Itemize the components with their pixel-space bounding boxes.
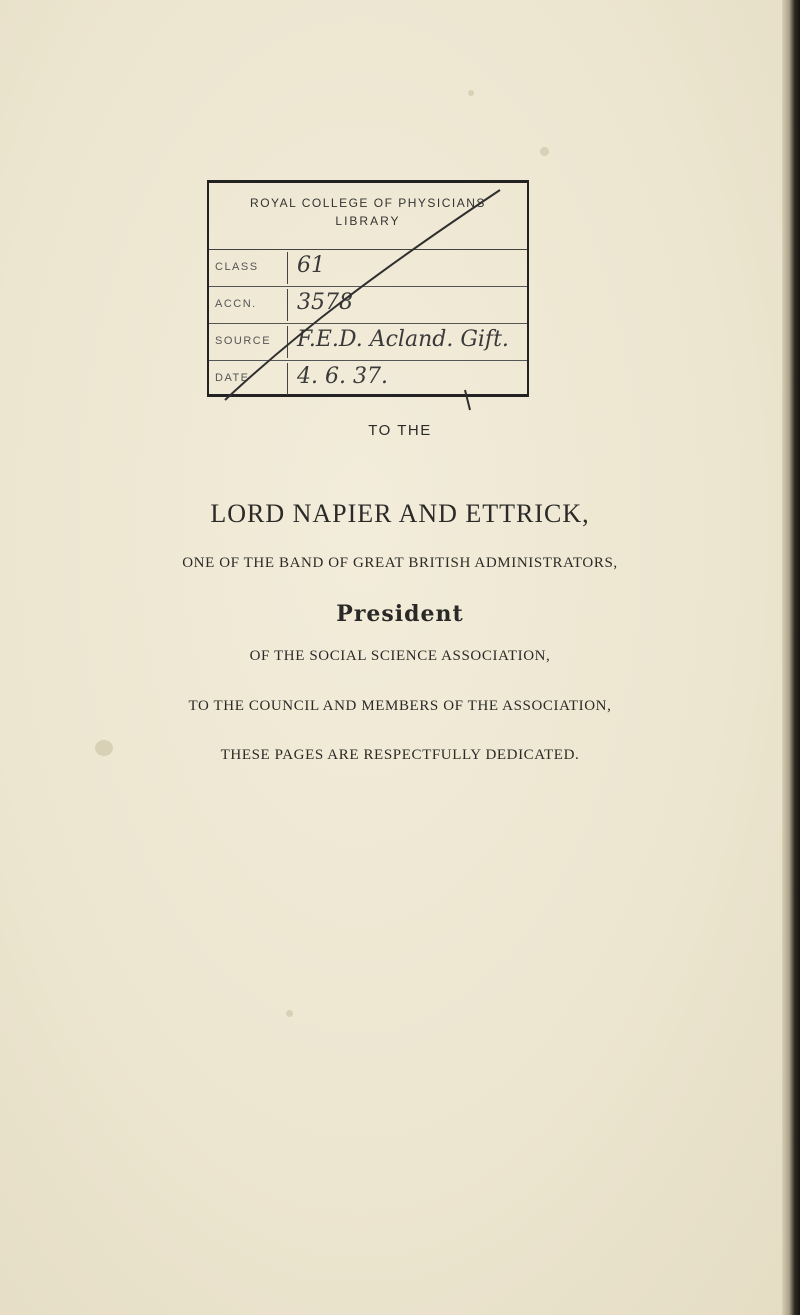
stamp-label: ACCN.	[215, 298, 257, 310]
stamp-label: CLASS	[215, 261, 259, 273]
stamp-pen-stroke	[0, 0, 800, 420]
stamp-label: SOURCE	[215, 335, 272, 347]
dedication-line-1: ONE OF THE BAND OF GREAT BRITISH ADMINISTRATORS,	[182, 555, 618, 571]
dedication-line-4: THESE PAGES ARE RESPECTFULLY DEDICATED.	[220, 747, 580, 763]
stamp-label: DATE	[215, 372, 250, 384]
paper-spot	[286, 1010, 293, 1017]
stamp-subtitle: LIBRARY	[335, 214, 401, 228]
dedication-line-2: OF THE SOCIAL SCIENCE ASSOCIATION,	[249, 648, 551, 664]
dedicatee-name: LORD NAPIER AND ETTRICK,	[210, 499, 590, 528]
stamp-title: ROYAL COLLEGE OF PHYSICIANS	[250, 196, 486, 210]
president-title: President	[336, 601, 464, 627]
stamp-value: F.E.D. Acland. Gift.	[297, 327, 509, 352]
stamp-value: 61	[297, 253, 325, 278]
stamp-value: 4. 6. 37.	[297, 364, 388, 389]
to-the-heading: TO THE	[368, 422, 432, 439]
stamp-value: 3578	[297, 290, 353, 315]
dedication-line-3: TO THE COUNCIL AND MEMBERS OF THE ASSOCIATION,	[188, 698, 612, 714]
